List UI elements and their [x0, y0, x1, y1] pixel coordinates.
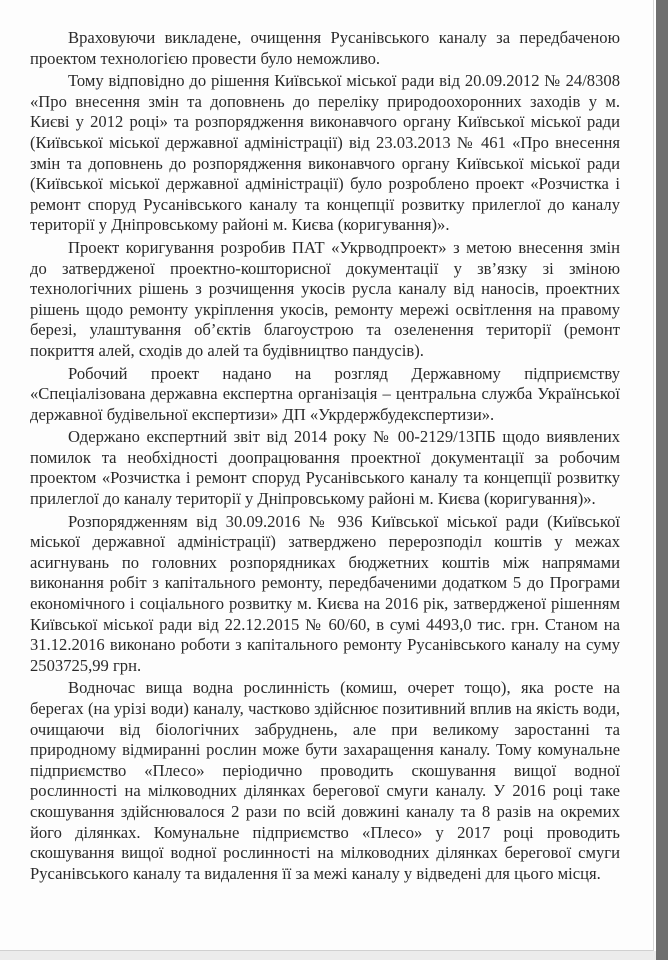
- viewer-bottom-strip: [0, 951, 656, 960]
- paragraph-vegetation: Водночас вища водна рослинність (комиш, очерет тощо), яка росте на берегах (на урізі води) каналу, частково здійснює позитивний вплив на якість води, очищаючи від біологічних забруднень, але при великому заростанні та природному відмиранні рослин може бути захаращення каналу. Тому комунальне підприємство «Плесо» періодично проводить скошування вищої водної рослинності на мілководних ділянках берегової смуги каналу. У 2016 році таке скошування здійснювалося 2 рази по всій довжині каналу та 8 разів на окремих його ділянках. Комунальне підприємство «Плесо» у 2017 році проводить скошування вищої водної рослинності на мілководних ділянках берегової смуги Русанівського каналу та видалення її за межі каналу у відведені для цього місця.: [30, 678, 620, 883]
- paragraph-project-development: Тому відповідно до рішення Київської міської ради від 20.09.2012 № 24/8308 «Про внесення змін та доповнень до переліку природоохоронних заходів у м. Києві у 2012 році» та розпорядження виконавчого органу Київської міської ради (Київської міської державної адміністрації) від 23.03.2013 № 461 «Про внесення змін та доповнень до розпорядження виконавчого органу Київської міської ради (Київської міської державної адміністрації) було розроблено проект «Розчистка і ремонт споруд Русанівського каналу та концепції розвитку прилеглої до каналу території у Дніпровському районі м. Києва (коригування)».: [30, 71, 620, 235]
- paragraph-cleaning-impossible: Враховуючи викладене, очищення Русанівського каналу за передбаченою проектом технологією провести було неможливо.: [30, 28, 620, 68]
- paragraph-funding: Розпорядженням від 30.09.2016 № 936 Київської міської ради (Київської міської державної адміністрації) затверджено перерозподіл коштів у межах асигнувань по головних розпорядниках бюджетних коштів між напрямами виконання робіт з капітального ремонту, передбаченими додатком 5 до Програми економічного і соціального розвитку м. Києва на 2016 рік, затвердженої рішенням Київської міської ради від 22.12.2015 № 60/60, в сумі 4493,0 тис. грн. Станом на 31.12.2016 виконано роботи з капітального ремонту Русанівського каналу на суму 2503725,99 грн.: [30, 511, 620, 675]
- paragraph-expert-report: Одержано експертний звіт від 2014 року № 00-2129/13ПБ щодо виявлених помилок та необхідності доопрацювання проектної документації за робочим проектом «Розчистка і ремонт споруд Русанівського каналу та концепції розвитку прилеглої до каналу території у Дніпровському районі м. Києва (коригування)».: [30, 427, 620, 509]
- document-body: [30, 28, 620, 884]
- paragraph-expert-review: Робочий проект надано на розгляд Державному підприємству «Спеціалізована державна експертна організація – центральна служба Української державної будівельної експертизи» ДП «Укрдержбудекспертизи».: [30, 363, 620, 424]
- paragraph-correction-project: Проект коригування розробив ПАТ «Укрводпроект» з метою внесення змін до затвердженої проектно-кошторисної документації у зв’язку зі зміною технологічних рішень з розчищення укосів русла каналу від наносів, проектних рішень щодо ремонту укріплення укосів, ремонту мережі освітлення на правому березі, улаштування об’єктів благоустрою та озеленення території (ремонт покриття алей, сходів до алей та будівництво пандусів).: [30, 237, 620, 360]
- viewer-edge-bar: [656, 0, 668, 960]
